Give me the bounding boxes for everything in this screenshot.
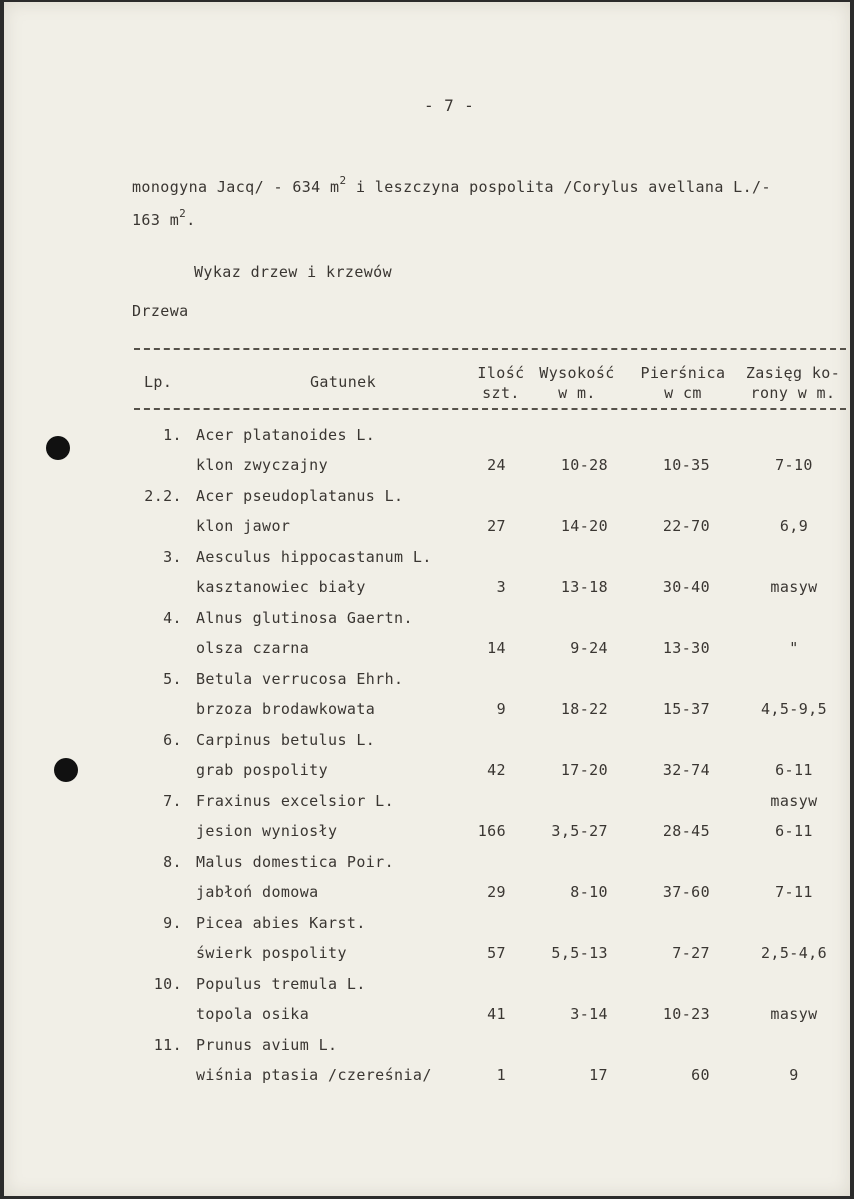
cell-ilosc: 24 — [487, 456, 506, 474]
cell-lp: 2.2. — [144, 487, 182, 505]
header-lp: Lp. — [144, 373, 173, 391]
cell-zasieg: 6-11 — [775, 822, 813, 840]
document-page — [4, 2, 850, 1196]
header-ilosc: Ilość szt. — [477, 364, 525, 402]
cell-latin-name: Aesculus hippocastanum L. — [196, 548, 432, 566]
punch-hole — [46, 436, 70, 460]
cell-polish-name: olsza czarna — [196, 639, 310, 657]
cell-wysokosc: 18-22 — [560, 700, 608, 718]
page-number: - 7 - — [424, 96, 475, 115]
cell-lp: 11. — [153, 1036, 182, 1054]
cell-ilosc: 9 — [496, 700, 506, 718]
cell-zasieg: 7-10 — [775, 456, 813, 474]
cell-wysokosc: 3,5-27 — [551, 822, 608, 840]
cell-polish-name: wiśnia ptasia /czereśnia/ — [196, 1066, 432, 1084]
cell-piersnica: 7-27 — [672, 944, 710, 962]
cell-wysokosc: 8-10 — [570, 883, 608, 901]
cell-polish-name: jabłoń domowa — [196, 883, 319, 901]
cell-ilosc: 14 — [487, 639, 506, 657]
cell-zasieg-extra: masyw — [770, 792, 818, 810]
cell-wysokosc: 9-24 — [570, 639, 608, 657]
cell-wysokosc: 17-20 — [560, 761, 608, 779]
cell-latin-name: Fraxinus excelsior L. — [196, 792, 395, 810]
cell-latin-name: Carpinus betulus L. — [196, 731, 376, 749]
cell-latin-name: Acer platanoides L. — [196, 426, 376, 444]
cell-zasieg: 2,5-4,6 — [760, 944, 827, 962]
punch-hole — [54, 758, 78, 782]
cell-ilosc: 29 — [487, 883, 506, 901]
cell-lp: 4. — [163, 609, 182, 627]
cell-zasieg: masyw — [770, 578, 818, 596]
cell-latin-name: Betula verrucosa Ehrh. — [196, 670, 404, 688]
cell-latin-name: Picea abies Karst. — [196, 914, 366, 932]
cell-lp: 3. — [163, 548, 182, 566]
cell-latin-name: Alnus glutinosa Gaertn. — [196, 609, 413, 627]
cell-lp: 7. — [163, 792, 182, 810]
cell-zasieg: 6,9 — [779, 517, 809, 535]
cell-wysokosc: 13-18 — [560, 578, 608, 596]
cell-wysokosc: 5,5-13 — [551, 944, 608, 962]
subsection-title: Drzewa — [132, 302, 189, 320]
cell-lp: 1. — [163, 426, 182, 444]
cell-zasieg: 9 — [789, 1066, 799, 1084]
cell-piersnica: 32-74 — [662, 761, 710, 779]
cell-wysokosc: 3-14 — [570, 1005, 608, 1023]
cell-piersnica: 37-60 — [662, 883, 710, 901]
cell-latin-name: Malus domestica Poir. — [196, 853, 395, 871]
cell-polish-name: topola osika — [196, 1005, 310, 1023]
cell-piersnica: 10-35 — [662, 456, 710, 474]
cell-piersnica: 10-23 — [662, 1005, 710, 1023]
cell-polish-name: świerk pospolity — [196, 944, 347, 962]
cell-polish-name: jesion wyniosły — [196, 822, 338, 840]
intro-line-1: monogyna Jacq/ - 634 $m^2$ i leszczyna pospolita /Corylus avellana L./- — [132, 174, 771, 196]
cell-piersnica: 30-40 — [662, 578, 710, 596]
cell-wysokosc: 10-28 — [560, 456, 608, 474]
cell-wysokosc: 17 — [589, 1066, 608, 1084]
cell-ilosc: 42 — [487, 761, 506, 779]
cell-lp: 6. — [163, 731, 182, 749]
cell-ilosc: 27 — [487, 517, 506, 535]
cell-lp: 9. — [163, 914, 182, 932]
cell-piersnica: 22-70 — [662, 517, 710, 535]
cell-zasieg: " — [789, 639, 799, 657]
cell-wysokosc: 14-20 — [560, 517, 608, 535]
cell-zasieg: masyw — [770, 1005, 818, 1023]
cell-ilosc: 3 — [496, 578, 506, 596]
table-header-rule — [134, 408, 846, 410]
cell-piersnica: 60 — [691, 1066, 710, 1084]
cell-zasieg: 4,5-9,5 — [760, 700, 827, 718]
cell-polish-name: brzoza brodawkowata — [196, 700, 376, 718]
cell-latin-name: Populus tremula L. — [196, 975, 366, 993]
cell-ilosc: 1 — [496, 1066, 506, 1084]
cell-lp: 8. — [163, 853, 182, 871]
cell-piersnica: 28-45 — [662, 822, 710, 840]
header-wysokosc: Wysokość w m. — [539, 364, 615, 402]
cell-lp: 10. — [153, 975, 182, 993]
cell-lp: 5. — [163, 670, 182, 688]
cell-latin-name: Acer pseudoplatanus L. — [196, 487, 404, 505]
section-title: Wykaz drzew i krzewów — [194, 263, 393, 281]
intro-line-2: 163 $m^2$. — [132, 207, 196, 229]
cell-piersnica: 13-30 — [662, 639, 710, 657]
cell-latin-name: Prunus avium L. — [196, 1036, 338, 1054]
header-piersnica: Pierśnica w cm — [640, 364, 726, 402]
cell-piersnica: 15-37 — [662, 700, 710, 718]
cell-polish-name: klon zwyczajny — [196, 456, 329, 474]
cell-ilosc: 57 — [487, 944, 506, 962]
cell-ilosc: 166 — [477, 822, 506, 840]
cell-polish-name: kasztanowiec biały — [196, 578, 366, 596]
header-gatunek: Gatunek — [310, 373, 377, 391]
cell-ilosc: 41 — [487, 1005, 506, 1023]
cell-polish-name: grab pospolity — [196, 761, 329, 779]
cell-zasieg: 6-11 — [775, 761, 813, 779]
table-top-rule — [134, 348, 846, 350]
cell-zasieg: 7-11 — [775, 883, 813, 901]
cell-polish-name: klon jawor — [196, 517, 291, 535]
header-zasieg: Zasięg ko- rony w m. — [745, 364, 841, 402]
